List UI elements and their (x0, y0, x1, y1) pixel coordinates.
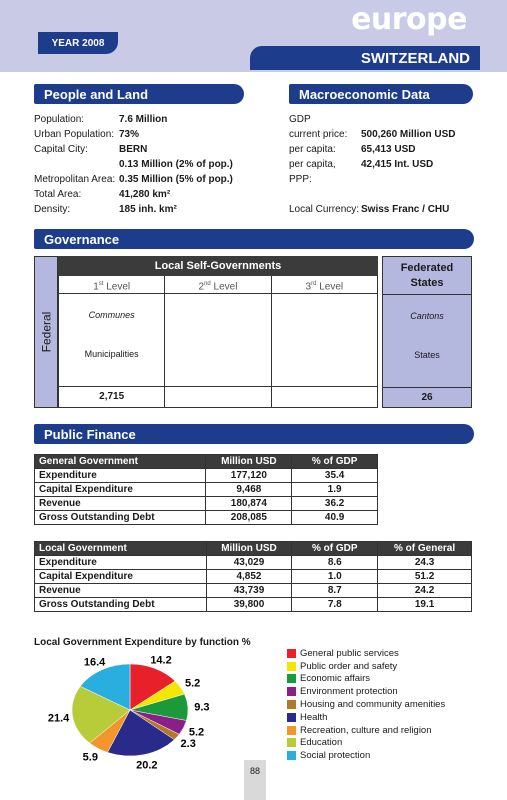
level-number: 2 (198, 281, 205, 293)
level-suffix: st (98, 281, 104, 287)
cell: 36.2 (292, 497, 378, 511)
legend-label: Recreation, culture and religion (300, 724, 432, 736)
first-level-en: Municipalities (84, 349, 139, 359)
cell: 40.9 (292, 511, 378, 525)
cell: Gross Outstanding Debt (35, 598, 207, 612)
brand-title: europe (351, 2, 467, 37)
section-people-land (34, 84, 244, 104)
section-governance (34, 229, 474, 249)
legend-label: Health (300, 711, 328, 723)
legend-swatch (287, 726, 296, 735)
cell: 1.0 (292, 570, 378, 584)
local-header: Local Self-Governments (58, 256, 378, 276)
legend-swatch (287, 674, 296, 683)
section-title: Governance (44, 231, 120, 247)
federated-header: Federated States (383, 257, 471, 295)
pie-data-label: 2.3 (180, 737, 196, 750)
cell: 51.2 (378, 570, 472, 584)
legend-label: General public services (300, 647, 399, 659)
levels-body (58, 294, 378, 387)
level-number: 1 (93, 281, 99, 293)
level-1 (59, 276, 165, 293)
currency-label: Local Currency: (289, 204, 360, 215)
cell: 43,739 (206, 584, 292, 598)
level-suffix: nd (204, 281, 211, 287)
level-word: Level (319, 281, 344, 293)
third-level-count (272, 387, 377, 407)
level-suffix: rd (311, 281, 317, 287)
pie-chart (20, 652, 250, 772)
cell: 4,852 (206, 570, 292, 584)
federated-body (383, 295, 471, 388)
pie-data-label: 5.9 (82, 751, 98, 764)
second-level-count (165, 387, 271, 407)
value: 185 inh. km² (119, 204, 177, 215)
section-macro (289, 84, 473, 104)
cell: Expenditure (35, 556, 207, 570)
cell: 8.6 (292, 556, 378, 570)
year-badge: YEAR 2008 (38, 32, 118, 54)
legend-label: Social protection (300, 750, 371, 762)
table-row (35, 598, 472, 612)
legend-label: Public order and safety (300, 660, 398, 672)
cell: 24.2 (378, 584, 472, 598)
general-government-table (34, 454, 378, 525)
people-land-list (34, 112, 274, 217)
level-2-cell (165, 294, 271, 386)
value: 500,260 Million USD (361, 129, 456, 140)
label: per capita, PPP: (289, 159, 336, 185)
level-word: Level (213, 281, 238, 293)
table-row (35, 483, 378, 497)
cell: Gross Outstanding Debt (35, 511, 206, 525)
label: Total Area: (34, 189, 82, 200)
level-number: 3 (305, 281, 312, 293)
legend-label: Housing and community amenities (300, 699, 446, 711)
value: 0.13 Million (2% of pop.) (119, 159, 233, 170)
country-title: SWITZERLAND (250, 46, 480, 70)
label: Population: (34, 114, 85, 125)
level-3-cell (272, 294, 377, 386)
value: 73% (119, 129, 140, 140)
legend-label: Environment protection (300, 686, 398, 698)
legend-swatch (287, 700, 296, 709)
value: 7.6 Million (119, 114, 168, 125)
federated-en: States (414, 350, 440, 360)
cell: Revenue (35, 497, 206, 511)
section-title: Public Finance (44, 426, 136, 442)
legend-swatch (287, 713, 296, 722)
gdp-label: GDP (289, 114, 311, 125)
federated-name: Cantons (410, 311, 444, 321)
legend-item (287, 711, 445, 724)
label: current price: (289, 129, 348, 140)
table-header-row (35, 455, 378, 469)
pie-data-label: 9.3 (194, 701, 210, 714)
legend-swatch (287, 649, 296, 658)
pie-data-label: 14.2 (150, 654, 172, 667)
legend-item (287, 698, 445, 711)
legend-item (287, 749, 445, 762)
federated-states-column (382, 256, 472, 408)
chart-title: Local Government Expenditure by function % (34, 637, 251, 648)
cell: 180,874 (206, 497, 292, 511)
legend-label: Economic affairs (300, 673, 371, 685)
table-row (35, 570, 472, 584)
legend-item (287, 685, 445, 698)
cell: 7.8 (292, 598, 378, 612)
value: 42,415 Int. USD (361, 159, 434, 170)
currency-value: Swiss Franc / CHU (361, 204, 450, 215)
section-title: Macroeconomic Data (299, 86, 430, 102)
col-header: Million USD (206, 455, 292, 469)
cell: Capital Expenditure (35, 483, 206, 497)
legend-item (287, 673, 445, 686)
label: Metropolitan Area: (34, 174, 116, 185)
label (34, 157, 119, 172)
page-number: 88 (244, 760, 266, 800)
cell: 177,120 (206, 469, 292, 483)
label: Urban Population: (34, 129, 115, 140)
legend-item (287, 647, 445, 660)
legend-swatch (287, 751, 296, 760)
level-3 (272, 276, 377, 293)
counts-row (58, 387, 378, 408)
col-header: % of GDP (292, 455, 378, 469)
table-row (35, 469, 378, 483)
value: 65,413 USD (361, 144, 416, 155)
federal-column (34, 256, 58, 408)
value: 41,280 km² (119, 189, 171, 200)
cell: 35.4 (292, 469, 378, 483)
col-header: General Government (35, 455, 206, 469)
cell: Capital Expenditure (35, 570, 207, 584)
col-header: % of GDP (292, 542, 378, 556)
cell: 8.7 (292, 584, 378, 598)
section-public-finance (34, 424, 474, 444)
pie-data-label: 5.2 (184, 677, 201, 690)
governance-diagram (34, 256, 474, 408)
cell: 43,029 (206, 556, 292, 570)
legend-swatch (287, 738, 296, 747)
value: BERN (119, 144, 148, 155)
table-header-row (35, 542, 472, 556)
legend-item (287, 737, 445, 750)
value: 0.35 Million (5% of pop.) (119, 174, 233, 185)
macro-list (289, 112, 489, 217)
label: Capital City: (34, 144, 88, 155)
legend-item (287, 724, 445, 737)
table-row (35, 511, 378, 525)
cell: 208,085 (206, 511, 292, 525)
legend-item (287, 660, 445, 673)
legend-swatch (287, 687, 296, 696)
label: per capita: (289, 144, 336, 155)
col-header: % of General (378, 542, 472, 556)
cell: 1.9 (292, 483, 378, 497)
pie-data-label: 21.4 (47, 712, 70, 725)
cell: 24.3 (378, 556, 472, 570)
level-word: Level (106, 281, 131, 293)
legend-label: Education (300, 737, 343, 749)
first-level-name: Communes (88, 310, 135, 320)
table-row (35, 556, 472, 570)
pie-data-label: 16.4 (83, 656, 106, 669)
federated-count: 26 (421, 392, 433, 403)
legend-swatch (287, 662, 296, 671)
chart-legend (287, 647, 445, 762)
cell: Expenditure (35, 469, 206, 483)
level-2 (165, 276, 271, 293)
label: Density: (34, 204, 71, 215)
pie-data-label: 5.2 (188, 726, 205, 739)
table-row (35, 584, 472, 598)
section-title: People and Land (44, 86, 149, 102)
level-1-cell (59, 294, 165, 386)
col-header: Million USD (206, 542, 292, 556)
levels-row (58, 276, 378, 294)
cell: 19.1 (378, 598, 472, 612)
local-government-table (34, 541, 472, 612)
cell: 39,800 (206, 598, 292, 612)
pie-data-label: 20.2 (136, 759, 158, 772)
first-level-count: 2,715 (59, 387, 165, 407)
cell: 9,468 (206, 483, 292, 497)
col-header: Local Government (35, 542, 207, 556)
federal-label: Federal (39, 311, 53, 353)
cell: Revenue (35, 584, 207, 598)
table-row (35, 497, 378, 511)
